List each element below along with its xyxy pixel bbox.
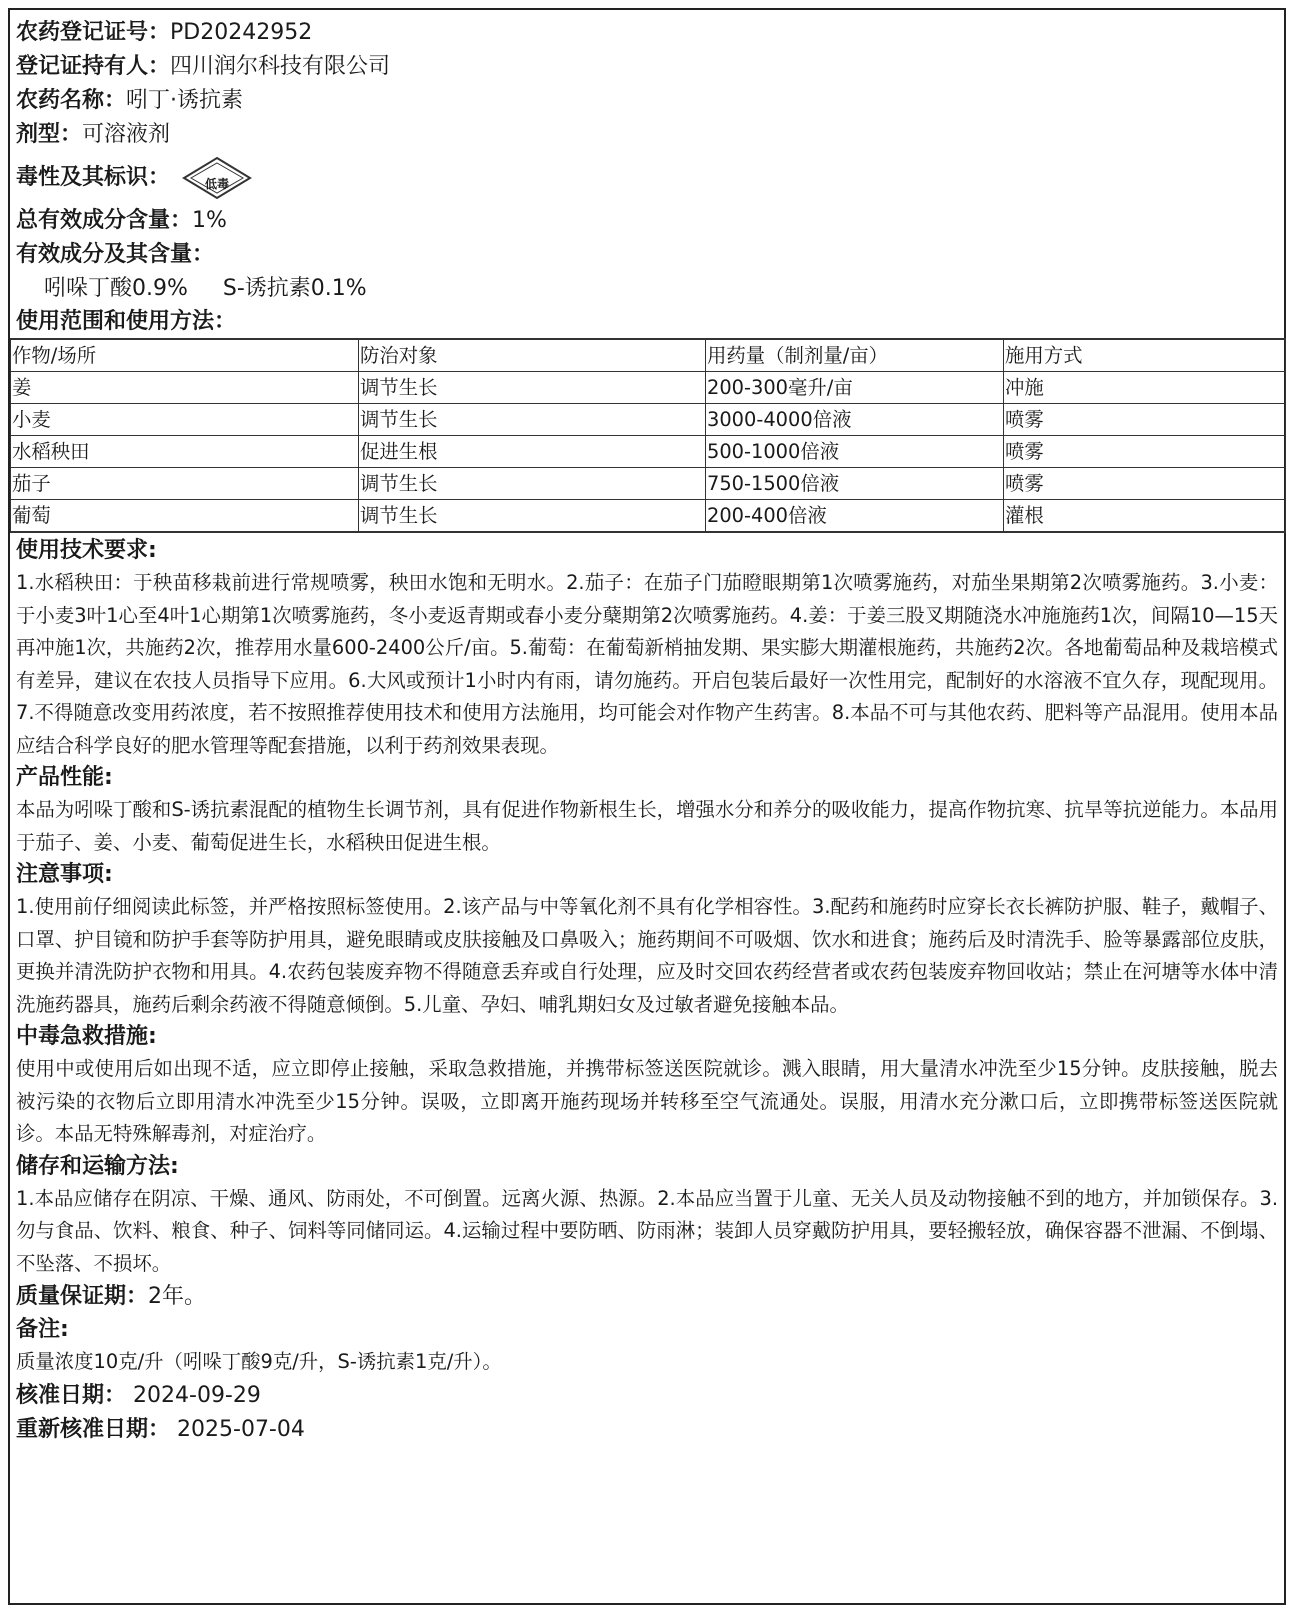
table-cell: 葡萄 [11,500,359,533]
table-cell: 茄子 [11,468,359,500]
toxicity-badge-text: 低毒 [205,177,230,191]
active-ingredients-list [16,272,1278,306]
table-cell: 200-400倍液 [706,500,1004,533]
table-cell: 灌根 [1004,500,1286,533]
pesticide-name-label: 农药名称： [16,88,127,113]
table-cell: 500-1000倍液 [706,436,1004,468]
holder-value: 四川润尔科技有限公司 [170,54,391,79]
shelf-life-label: 质量保证期： [16,1284,149,1309]
table-cell: 冲施 [1004,372,1286,404]
usage-section-title: 使用范围和使用方法： [16,309,237,334]
registration-number-field [16,16,1278,50]
tech-requirements-title: 使用技术要求: [16,538,157,563]
formulation-label: 剂型： [16,122,83,147]
table-cell: 调节生长 [359,404,706,436]
approval-date-field [16,1379,1278,1413]
registration-number-label: 农药登记证号： [16,20,171,45]
formulation-value: 可溶液剂 [82,122,171,147]
first-aid-text: 使用中或使用后如出现不适，应立即停止接触，采取急救措施，并携带标签送医院就诊。溅入眼睛，用大量清水冲洗至少15分钟。皮肤接触，脱去被污染的衣物后立即用清水冲洗至少15分钟。误吸，立即离开施药现场并转移至空气流通处。误服，用清水充分漱口后，立即携带标签送医院就诊。本品无特殊解毒剂，对症治疗。 [16,1057,1278,1145]
table-header-cell: 用药量（制剂量/亩） [706,339,1004,372]
holder-label: 登记证持有人： [16,54,171,79]
table-cell: 喷雾 [1004,468,1286,500]
table-cell: 200-300毫升/亩 [706,372,1004,404]
total-content-label: 总有效成分含量： [16,208,193,233]
remarks-title: 备注: [16,1317,69,1342]
shelf-life-value: 2年。 [148,1284,207,1309]
table-header-cell: 防治对象 [359,339,706,372]
reapproval-date-value: 2025-07-04 [177,1416,305,1442]
cautions-text: 1.使用前仔细阅读此标签，并严格按照标签使用。2.该产品与中等氧化剂不具有化学相容性。3.配药和施药时应穿长衣长裤防护服、鞋子，戴帽子、口罩、护目镜和防护手套等防护用具，避免眼睛或皮肤接触及口鼻吸入；施药期间不可吸烟、饮水和进食；施药后及时清洗手、脸等暴露部位皮肤，更换并清洗防护衣物和用具。4.农药包装废弃物不得随意丢弃或自行处理，应及时交回农药经营者或农药包装废弃物回收站；禁止在河塘等水体中清洗施药器具，施药后剩余药液不得随意倾倒。5.儿童、孕妇、哺乳期妇女及过敏者避免接触本品。 [16,895,1278,1016]
table-cell: 姜 [11,372,359,404]
table-header-cell: 施用方式 [1004,339,1286,372]
table-row [11,468,1286,500]
ingredient-item: S-诱抗素0.1% [222,276,367,301]
table-cell: 调节生长 [359,372,706,404]
table-row [11,404,1286,436]
table-cell: 3000-4000倍液 [706,404,1004,436]
table-row [11,436,1286,468]
cautions-title: 注意事项: [16,862,113,887]
performance-title: 产品性能: [16,765,113,790]
table-cell: 喷雾 [1004,436,1286,468]
table-cell: 调节生长 [359,500,706,533]
ingredient-item: 吲哚丁酸0.9% [44,276,188,301]
first-aid-title: 中毒急救措施: [16,1024,157,1049]
approval-date-label: 核准日期： [16,1382,127,1408]
active-ingredients-label: 有效成分及其含量： [16,242,215,267]
table-cell: 促进生根 [359,436,706,468]
table-cell: 小麦 [11,404,359,436]
active-ingredients-title [16,238,1278,272]
formulation-field [16,118,1278,152]
remarks-text: 质量浓度10克/升（吲哚丁酸9克/升，S-诱抗素1克/升）。 [16,1350,502,1373]
table-cell: 调节生长 [359,468,706,500]
shelf-life-field [16,1280,1278,1314]
table-cell: 水稻秧田 [11,436,359,468]
table-cell: 喷雾 [1004,404,1286,436]
storage-title: 储存和运输方法: [16,1153,179,1179]
table-header-cell: 作物/场所 [11,339,359,372]
performance-text: 本品为吲哚丁酸和S-诱抗素混配的植物生长调节剂，具有促进作物新根生长，增强水分和养分的吸收能力，提高作物抗寒、抗旱等抗逆能力。本品用于茄子、姜、小麦、葡萄促进生长，水稻秧田促进生根。 [16,798,1278,854]
usage-table [10,338,1286,533]
table-header-row [11,339,1286,372]
holder-field [16,50,1278,84]
table-row [11,500,1286,533]
toxicity-label: 毒性及其标识： [16,165,171,190]
reapproval-date-field [16,1413,1278,1447]
pesticide-label-document [8,8,1286,1605]
table-row [11,372,1286,404]
pesticide-name-field [16,84,1278,118]
approval-date-value: 2024-09-29 [133,1382,261,1408]
table-cell: 750-1500倍液 [706,468,1004,500]
low-toxicity-diamond-icon [182,156,252,200]
toxicity-field [16,152,1278,204]
total-content-value: 1% [192,208,227,233]
pesticide-name-value: 吲丁·诱抗素 [126,88,244,113]
storage-text: 1.本品应储存在阴凉、干燥、通风、防雨处，不可倒置。远离火源、热源。2.本品应当置于儿童、无关人员及动物接触不到的地方，并加锁保存。3.勿与食品、饮料、粮食、种子、饲料等同储同运。4.运输过程中要防晒、防雨淋；装卸人员穿戴防护用具，要轻搬轻放，确保容器不泄漏、不倒塌、不坠落、不损坏。 [16,1186,1278,1275]
registration-number-value: PD20242952 [170,20,313,45]
total-content-field [16,204,1278,238]
tech-requirements-text: 1.水稻秧田：于秧苗移栽前进行常规喷雾，秧田水饱和无明水。2.茄子：在茄子门茄瞪眼期第1次喷雾施药，对茄坐果期第2次喷雾施药。3.小麦：于小麦3叶1心至4叶1心期第1次喷雾施药，冬小麦返青期或春小麦分蘖期第2次喷雾施药。4.姜：于姜三股叉期随浇水冲施施药1次，间隔10—15天再冲施1次，共施药2次，推荐用水量600-2400公斤/亩。5.葡萄：在葡萄新梢抽发期、果实膨大期灌根施药，共施药2次。各地葡萄品种及栽培模式有差异，建议在农技人员指导下应用。6.大风或预计1小时内有雨，请勿施药。开启包装后最好一次性用完，配制好的水溶液不宜久存，现配现用。7.不得随意改变用药浓度，若不按照推荐使用技术和使用方法施用，均可能会对作物产生药害。8.本品不可与其他农药、肥料等产品混用。使用本品应结合科学良好的肥水管理等配套措施，以利于药剂效果表现。 [16,571,1278,757]
reapproval-date-label: 重新核准日期： [16,1416,171,1442]
